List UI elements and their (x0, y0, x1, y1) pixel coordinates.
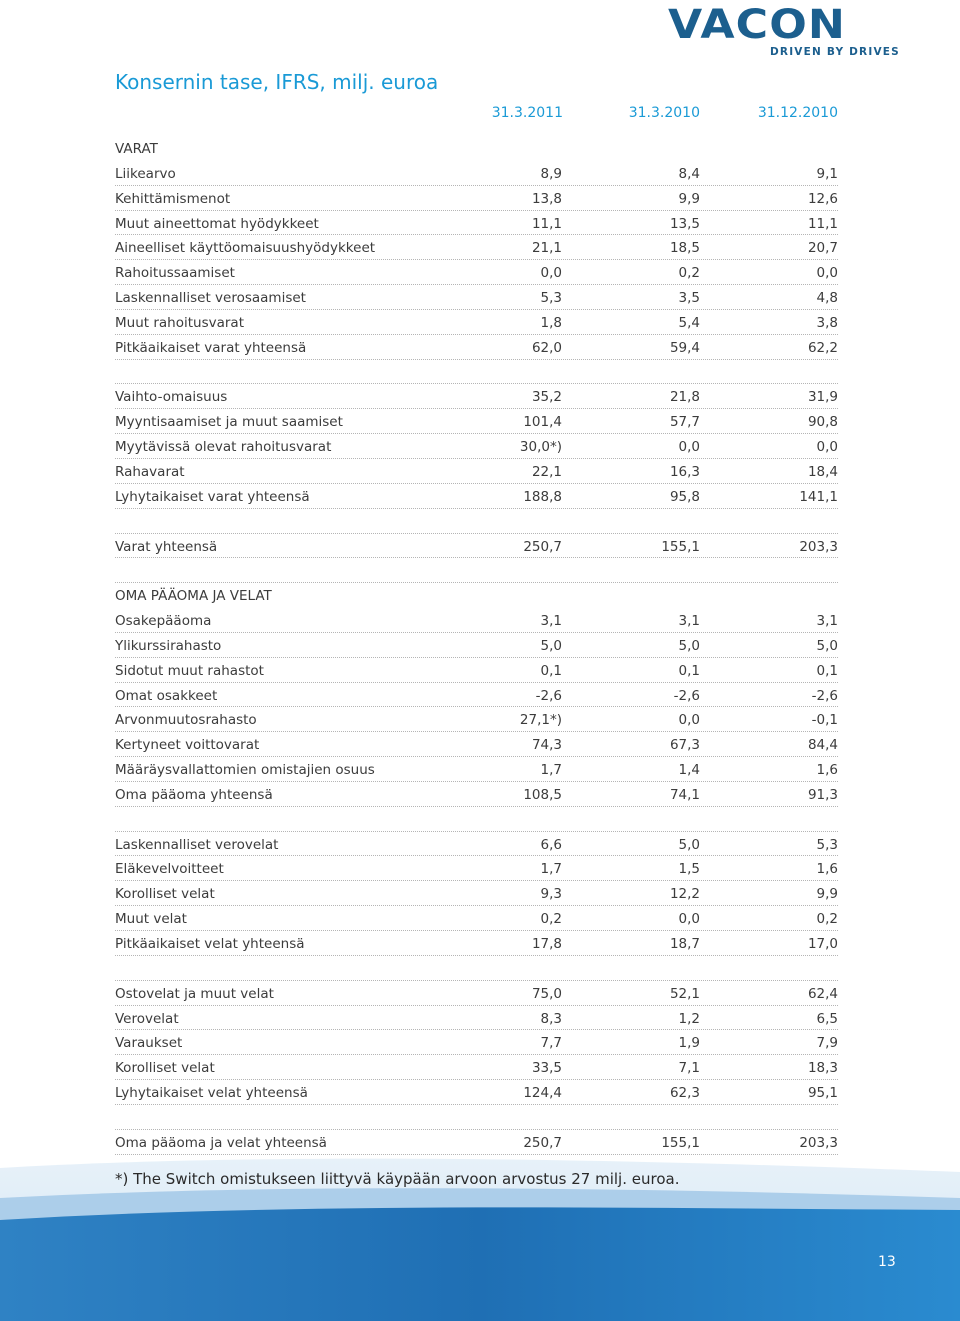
table-row (115, 186, 838, 211)
row-label: Myytävissä olevat rahoitusvarat (115, 439, 332, 456)
footnote: *) The Switch omistukseen liittyvä käypään arvoon arvostus 27 milj. euroa. (115, 1170, 680, 1188)
row-value: 11,1 (531, 215, 562, 232)
section-header-label: OMA PÄÄOMA JA VELAT (115, 588, 272, 605)
row-value: 57,7 (669, 414, 700, 431)
row-value: 5,3 (540, 290, 562, 307)
row-value: 0,1 (678, 662, 700, 679)
row-value: 3,1 (678, 613, 700, 630)
row-value: 35,2 (531, 389, 562, 406)
row-value: 7,1 (678, 1060, 700, 1077)
row-value: -2,6 (673, 687, 700, 704)
table-row (115, 161, 838, 186)
table-row (115, 732, 838, 757)
row-value: 12,2 (669, 886, 700, 903)
row-value: 0,0 (540, 265, 562, 282)
row-label: Lyhytaikaiset varat yhteensä (115, 488, 310, 505)
table-row (115, 434, 838, 459)
section-header (115, 583, 838, 608)
row-value: 5,0 (678, 637, 700, 654)
row-label: Laskennalliset verosaamiset (115, 290, 306, 307)
section-header-label: VARAT (115, 141, 158, 157)
row-label: Muut aineettomat hyödykkeet (115, 215, 319, 232)
column-header: 31.3.2011 (491, 105, 563, 121)
table-row (115, 707, 838, 732)
row-value: 84,4 (807, 737, 838, 754)
row-label: Sidotut muut rahastot (115, 662, 264, 679)
row-value: 8,4 (678, 165, 700, 182)
row-value: 1,6 (816, 762, 838, 779)
row-value: 250,7 (523, 538, 562, 555)
page-number: 13 (878, 1254, 896, 1270)
balance-sheet-table (115, 136, 838, 1155)
row-value: 5,3 (816, 836, 838, 853)
row-value: -2,6 (811, 687, 838, 704)
row-value: -0,1 (811, 712, 838, 729)
row-value: 1,9 (678, 1035, 700, 1052)
row-label: Ylikurssirahasto (115, 637, 222, 654)
row-value: 33,5 (531, 1060, 562, 1077)
row-label: Vaihto-omaisuus (115, 389, 228, 406)
row-spacer (115, 509, 838, 534)
row-label: Omat osakkeet (115, 687, 218, 704)
row-value: 7,9 (816, 1035, 838, 1052)
table-row (115, 484, 838, 509)
row-label: Muut rahoitusvarat (115, 314, 244, 331)
row-value: 1,5 (678, 861, 700, 878)
table-row (115, 1030, 838, 1055)
row-value: 250,7 (523, 1134, 562, 1151)
row-value: 52,1 (669, 985, 700, 1002)
row-value: 31,9 (807, 389, 838, 406)
row-label: Kertyneet voittovarat (115, 737, 260, 754)
table-row (115, 211, 838, 236)
row-value: 0,0 (678, 439, 700, 456)
row-value: 1,4 (678, 762, 700, 779)
table-row (115, 1006, 838, 1031)
row-value: 5,0 (540, 637, 562, 654)
table-row (115, 608, 838, 633)
row-label: Laskennalliset verovelat (115, 836, 279, 853)
row-value: 188,8 (523, 488, 562, 505)
row-value: 95,8 (669, 488, 700, 505)
table-row (115, 459, 838, 484)
row-value: 62,3 (669, 1085, 700, 1102)
row-label: Varat yhteensä (115, 538, 218, 555)
vacon-logo-wordmark (668, 4, 848, 44)
row-label: Muut velat (115, 911, 187, 928)
table-row (115, 906, 838, 931)
table-row (115, 881, 838, 906)
row-value: 3,5 (678, 290, 700, 307)
row-label: Pitkäaikaiset varat yhteensä (115, 339, 307, 356)
row-label: Kehittämismenot (115, 190, 231, 207)
logo-tagline: DRIVEN BY DRIVES (770, 46, 900, 58)
row-label: Korolliset velat (115, 886, 215, 903)
table-row (115, 1055, 838, 1080)
row-label: Osakepääoma (115, 613, 212, 630)
row-value: 74,1 (669, 786, 700, 803)
row-value: 74,3 (531, 737, 562, 754)
row-label: Rahavarat (115, 463, 185, 480)
table-row (115, 658, 838, 683)
row-label: Korolliset velat (115, 1060, 215, 1077)
row-spacer (115, 360, 838, 385)
table-row (115, 981, 838, 1006)
row-value: 1,6 (816, 861, 838, 878)
row-label: Aineelliset käyttöomaisuushyödykkeet (115, 240, 376, 257)
vacon-logo (668, 4, 900, 58)
row-label: Lyhytaikaiset velat yhteensä (115, 1085, 308, 1102)
row-value: 17,0 (807, 936, 838, 952)
row-value: 75,0 (531, 985, 562, 1002)
row-value: 13,8 (531, 190, 562, 207)
row-value: 6,6 (540, 836, 562, 853)
row-value: 62,4 (807, 985, 838, 1002)
row-value: 203,3 (799, 1134, 838, 1151)
row-value: 1,7 (540, 762, 562, 779)
table-row (115, 633, 838, 658)
row-label: Verovelat (115, 1010, 179, 1027)
table-row (115, 235, 838, 260)
row-value: 155,1 (661, 1134, 700, 1151)
row-label: Myyntisaamiset ja muut saamiset (115, 414, 343, 431)
row-value: 1,8 (540, 314, 562, 331)
row-value: 5,4 (678, 314, 700, 331)
row-spacer (115, 807, 838, 832)
row-label: Oma pääoma yhteensä (115, 786, 273, 803)
row-value: 9,9 (678, 190, 700, 207)
row-spacer (115, 558, 838, 583)
row-value: 7,7 (540, 1035, 562, 1052)
row-value: 18,4 (807, 463, 838, 480)
row-spacer (115, 956, 838, 981)
table-row (115, 534, 838, 559)
table-row (115, 384, 838, 409)
row-value: 0,0 (678, 712, 700, 729)
row-value: 90,8 (807, 414, 838, 431)
table-row (115, 409, 838, 434)
row-value: 9,9 (816, 886, 838, 903)
row-value: 30,0*) (519, 439, 562, 456)
table-row (115, 832, 838, 857)
row-value: 11,1 (807, 215, 838, 232)
table-row (115, 1080, 838, 1105)
row-value: -2,6 (535, 687, 562, 704)
row-value: 91,3 (807, 786, 838, 803)
row-value: 8,9 (540, 165, 562, 182)
row-value: 8,3 (540, 1010, 562, 1027)
section-header (115, 136, 838, 161)
row-label: Oma pääoma ja velat yhteensä (115, 1134, 327, 1151)
row-value: 124,4 (523, 1085, 562, 1102)
row-label: Rahoitussaamiset (115, 265, 235, 282)
row-value: 18,5 (669, 240, 700, 257)
row-value: 12,6 (807, 190, 838, 207)
row-value: 9,1 (816, 165, 838, 182)
row-value: 0,2 (540, 911, 562, 928)
row-value: 0,2 (678, 265, 700, 282)
column-header: 31.12.2010 (757, 105, 838, 121)
table-row (115, 931, 838, 956)
row-spacer (115, 1105, 838, 1130)
row-value: 3,1 (816, 613, 838, 630)
row-value: 108,5 (523, 786, 562, 803)
row-value: 5,0 (678, 836, 700, 853)
row-value: 95,1 (807, 1085, 838, 1102)
row-value: 18,7 (669, 936, 700, 952)
table-row (115, 335, 838, 360)
table-row (115, 683, 838, 708)
row-value: 3,1 (540, 613, 562, 630)
row-value: 101,4 (523, 414, 562, 431)
row-value: 0,1 (540, 662, 562, 679)
table-row (115, 856, 838, 881)
row-value: 5,0 (816, 637, 838, 654)
row-value: 22,1 (531, 463, 562, 480)
row-value: 21,1 (531, 240, 562, 257)
row-value: 20,7 (807, 240, 838, 257)
row-value: 18,3 (807, 1060, 838, 1077)
svg-text:VACON: VACON (668, 4, 846, 44)
table-row (115, 782, 838, 807)
row-value: 1,2 (678, 1010, 700, 1027)
row-value: 0,0 (816, 439, 838, 456)
row-value: 62,0 (531, 339, 562, 356)
row-label: Eläkevelvoitteet (115, 861, 224, 878)
row-value: 27,1*) (519, 712, 562, 729)
table-row (115, 310, 838, 335)
row-value: 203,3 (799, 538, 838, 555)
row-value: 1,7 (540, 861, 562, 878)
row-value: 3,8 (816, 314, 838, 331)
row-value: 21,8 (669, 389, 700, 406)
table-row (115, 260, 838, 285)
row-value: 0,0 (678, 911, 700, 928)
row-label: Määräysvallattomien omistajien osuus (115, 762, 375, 779)
row-label: Liikearvo (115, 165, 176, 182)
row-label: Arvonmuutosrahasto (115, 712, 257, 729)
row-value: 0,1 (816, 662, 838, 679)
row-label: Ostovelat ja muut velat (115, 985, 274, 1002)
row-value: 62,2 (807, 339, 838, 356)
row-value: 141,1 (799, 488, 838, 505)
row-value: 67,3 (669, 737, 700, 754)
row-value: 0,2 (816, 911, 838, 928)
page-title: Konsernin tase, IFRS, milj. euroa (115, 70, 439, 94)
table-row (115, 757, 838, 782)
row-value: 4,8 (816, 290, 838, 307)
column-headers (0, 105, 960, 125)
row-value: 0,0 (816, 265, 838, 282)
table-row (115, 285, 838, 310)
row-label: Varaukset (115, 1035, 183, 1052)
row-value: 16,3 (669, 463, 700, 480)
row-label: Pitkäaikaiset velat yhteensä (115, 936, 305, 952)
row-value: 13,5 (669, 215, 700, 232)
row-value: 155,1 (661, 538, 700, 555)
row-value: 17,8 (531, 936, 562, 952)
row-value: 9,3 (540, 886, 562, 903)
row-value: 6,5 (816, 1010, 838, 1027)
column-header: 31.3.2010 (628, 105, 700, 121)
row-value: 59,4 (669, 339, 700, 356)
